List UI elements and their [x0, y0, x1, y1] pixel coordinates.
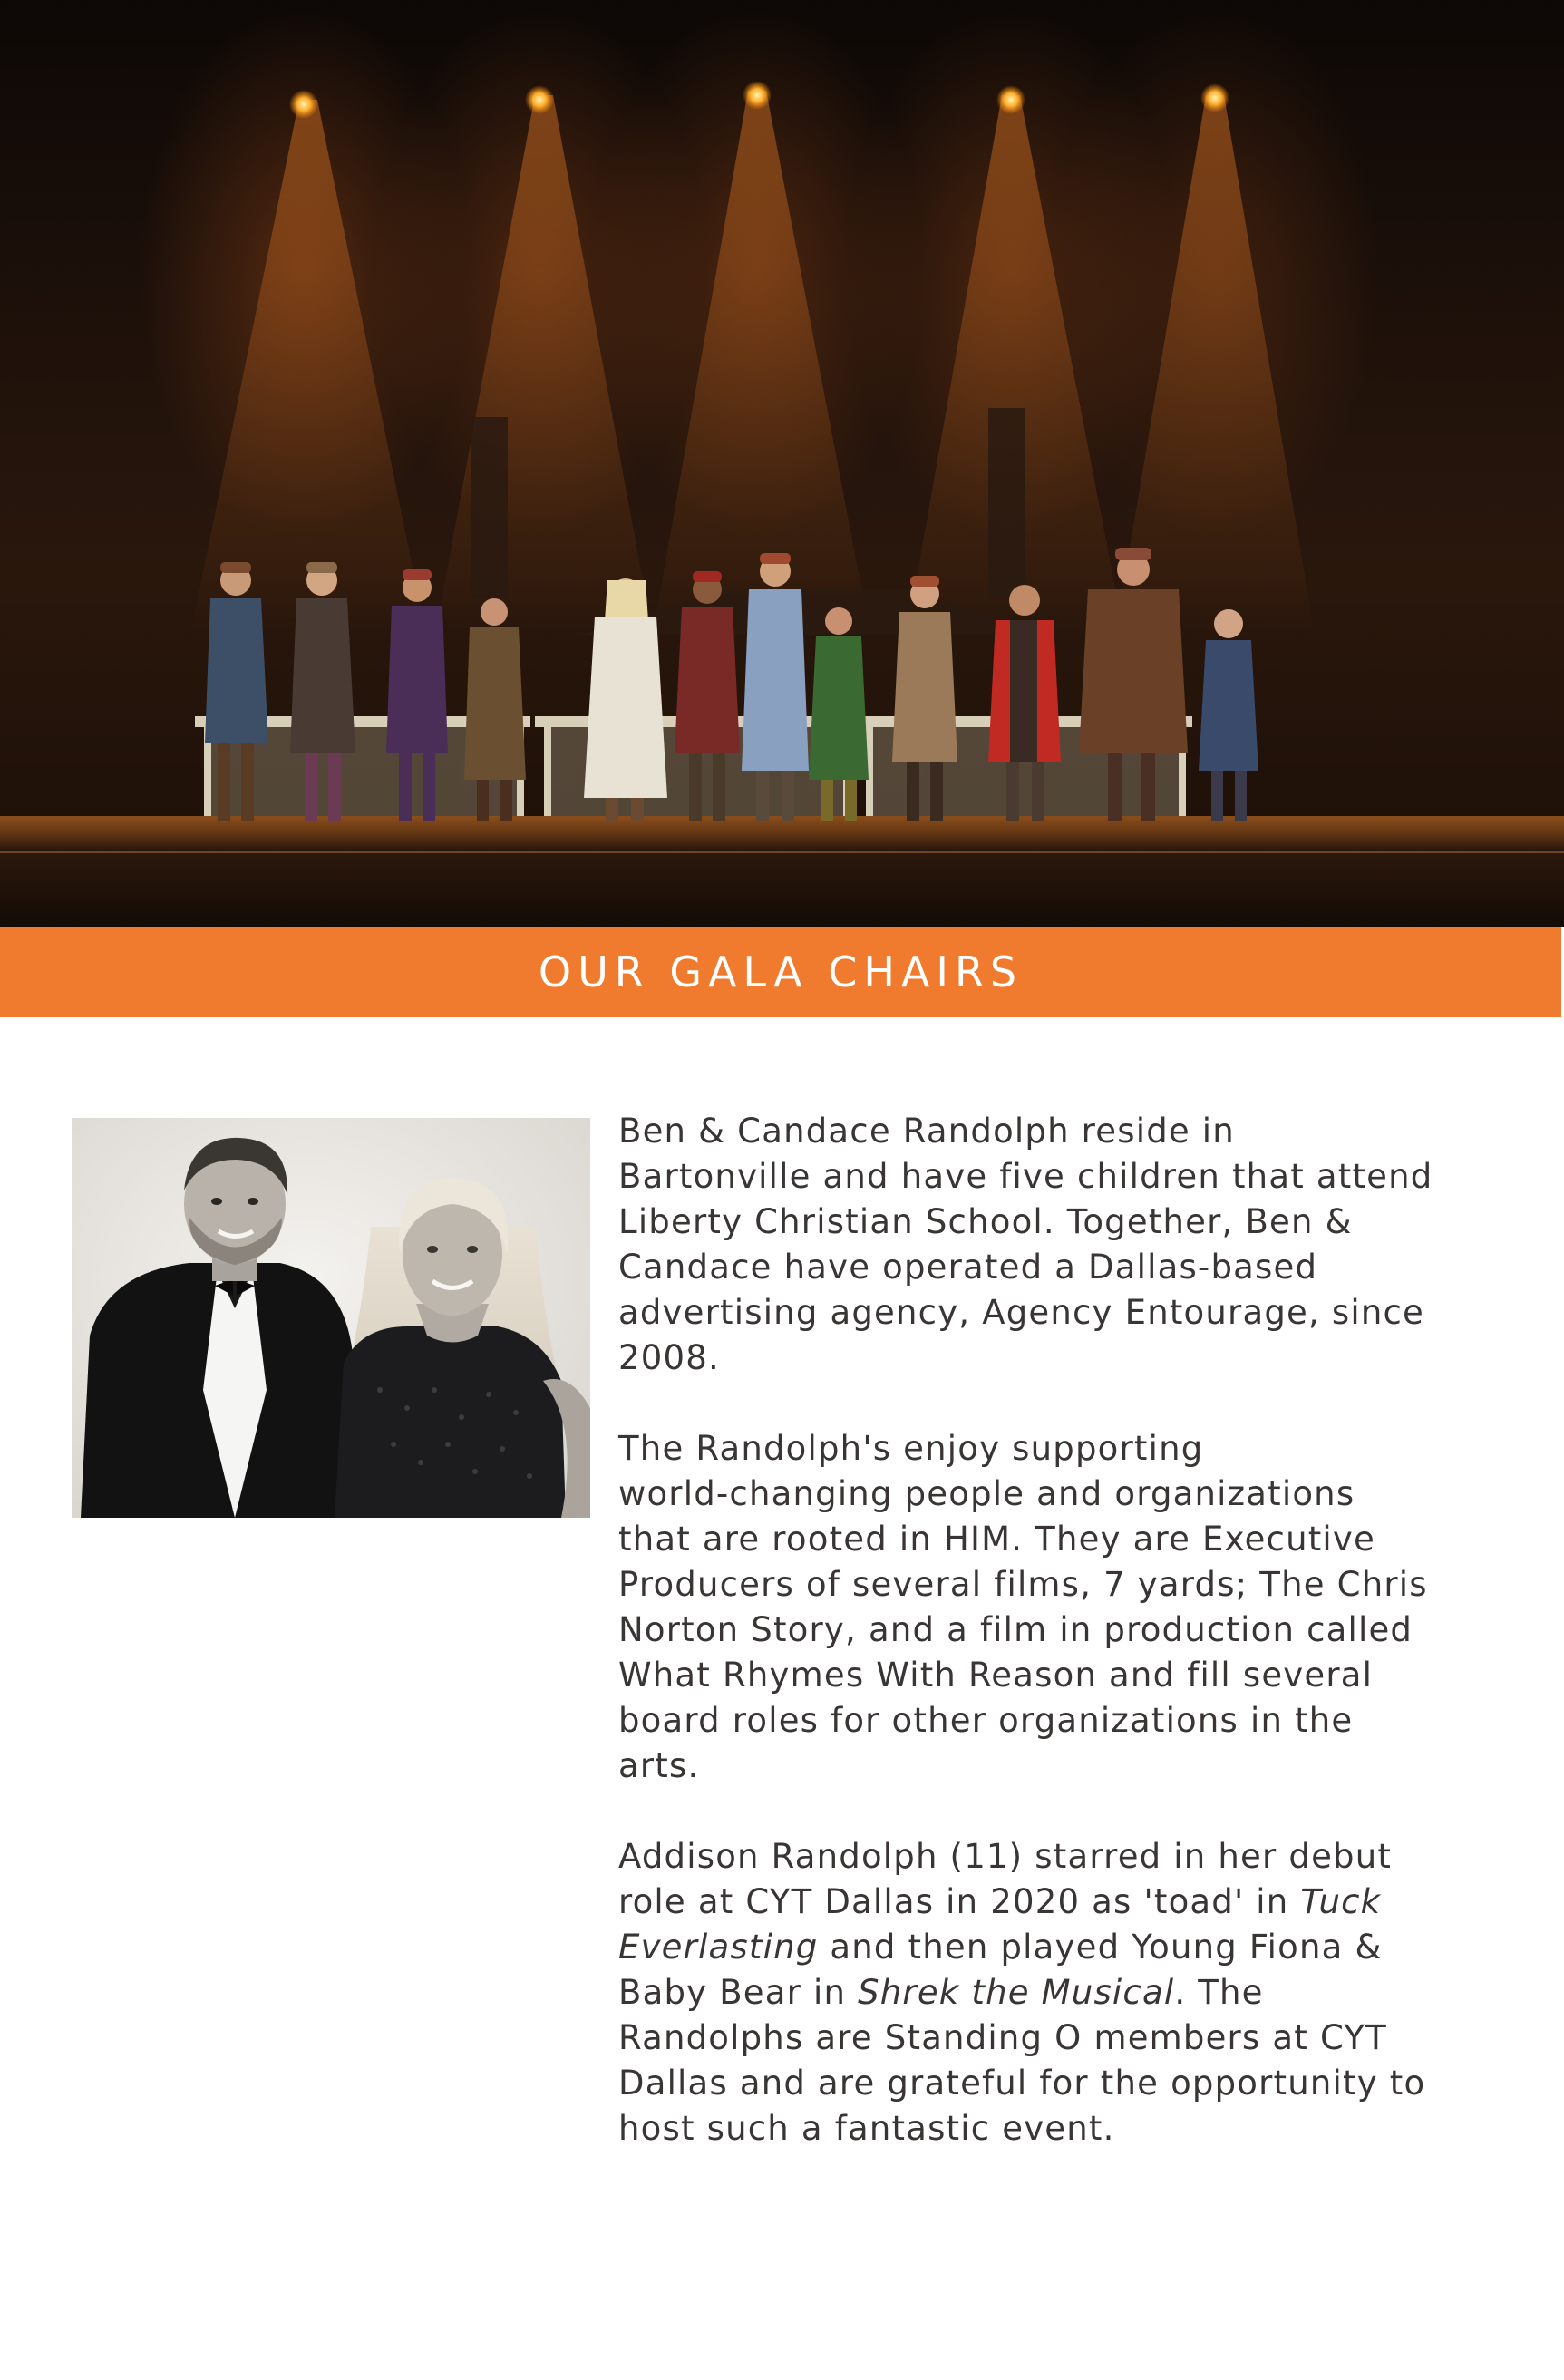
text-line: Randolphs are Standing O members at CYT: [618, 2018, 1387, 2057]
text-line: Addison Randolph (11) starred in her debut: [618, 1837, 1393, 1876]
text-line: [618, 1880, 1471, 1925]
text-line: board roles for other organizations in the: [618, 1701, 1354, 1740]
text-segment: and then played Young Fiona &: [818, 1928, 1383, 1967]
spotlight-icon: [289, 90, 318, 119]
text-line: [618, 1925, 1471, 1970]
text-line: Ben & Candace Randolph reside in: [618, 1112, 1235, 1151]
text-line: Candace have operated a Dallas-based: [618, 1248, 1318, 1287]
text-line: that are rooted in HIM. They are Executive: [618, 1520, 1375, 1559]
show-title-italic: Shrek the Musical: [858, 1973, 1175, 2012]
text-line: [618, 1970, 1471, 2016]
show-title-italic: Tuck: [1300, 1882, 1382, 1921]
body-copy: [618, 1109, 1471, 2197]
text-line: arts.: [618, 1746, 700, 1785]
text-segment: role at CYT Dallas in 2020 as 'toad' in: [618, 1882, 1301, 1921]
stage-scene-icon: [0, 0, 1564, 927]
spotlight-icon: [996, 85, 1025, 114]
stage-floor: [0, 816, 1564, 852]
spotlight-icon: [743, 81, 772, 110]
paragraph-bio: [618, 1109, 1471, 1381]
text-segment: Baby Bear in: [618, 1973, 859, 2012]
show-title-italic: Everlasting: [618, 1928, 819, 1967]
text-line: The Randolph's enjoy supporting: [618, 1429, 1204, 1468]
text-line: advertising agency, Agency Entourage, since: [618, 1293, 1425, 1332]
text-line: 2008.: [618, 1338, 720, 1377]
spotlight-icon: [525, 85, 554, 114]
stage-performance-photo: [0, 0, 1564, 927]
banner-title: OUR GALA CHAIRS: [538, 947, 1024, 996]
text-segment: . The: [1174, 1973, 1264, 2012]
text-line: Dallas and are grateful for the opportunity to: [618, 2064, 1426, 2103]
text-line: world-changing people and organizations: [618, 1474, 1355, 1513]
couple-portrait-photo: [72, 1118, 590, 1518]
stage-apron: [0, 852, 1564, 927]
light-beam: [653, 91, 870, 635]
paragraph-addison: [618, 1834, 1471, 2152]
section-banner: [0, 927, 1561, 1017]
couple-portrait-icon: [72, 1118, 590, 1518]
paragraph-support: [618, 1426, 1471, 1789]
text-line: What Rhymes With Reason and fill several: [618, 1656, 1374, 1695]
text-line: Bartonville and have five children that attend: [618, 1157, 1433, 1196]
text-line: Norton Story, and a film in production called: [618, 1610, 1413, 1649]
light-beam: [190, 100, 426, 635]
text-line: host such a fantastic event.: [618, 2109, 1115, 2148]
text-line: Liberty Christian School. Together, Ben &: [618, 1202, 1353, 1241]
spotlight-icon: [1200, 83, 1229, 112]
text-line: Producers of several films, 7 yards; The Chris: [618, 1565, 1428, 1604]
light-beam: [435, 95, 653, 635]
